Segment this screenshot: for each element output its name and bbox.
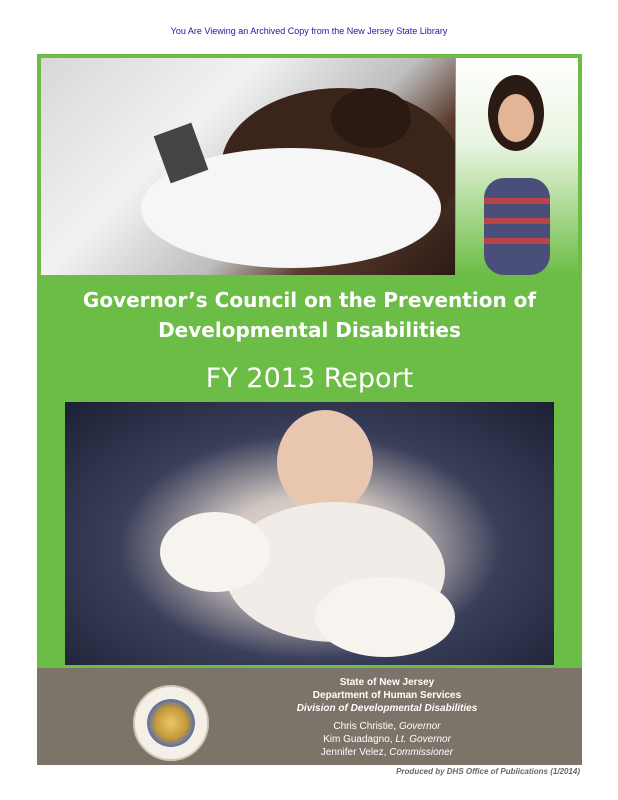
seal-emblem-icon — [147, 699, 195, 747]
footer-credits — [237, 676, 537, 759]
report-heading-line2: Developmental Disabilities — [158, 318, 461, 342]
official-governor: Chris Christie, Governor — [333, 721, 441, 732]
official-lt-governor: Kim Guadagno, Lt. Governor — [323, 734, 451, 745]
nj-state-seal-logo — [133, 685, 209, 761]
department-name: Department of Human Services — [312, 690, 462, 701]
archive-notice[interactable]: You Are Viewing an Archived Copy from the New Jersey State Library — [170, 26, 448, 36]
official-commissioner: Jennifer Velez, Commissioner — [320, 747, 454, 758]
photo-baby-car-seat — [65, 402, 554, 665]
produced-by-credit: Produced by DHS Office of Publications (1/2014) — [396, 767, 580, 776]
photo-couple-ultrasound — [41, 58, 455, 275]
report-year-title: FY 2013 Report — [205, 363, 414, 394]
footer-band — [37, 668, 582, 765]
report-heading-line1: Governor’s Council on the Prevention of — [82, 288, 537, 312]
report-cover — [37, 54, 582, 765]
photo-pregnant-woman — [456, 58, 578, 275]
state-name: State of New Jersey — [339, 677, 435, 688]
division-name: Division of Developmental Disabilities — [296, 703, 478, 714]
